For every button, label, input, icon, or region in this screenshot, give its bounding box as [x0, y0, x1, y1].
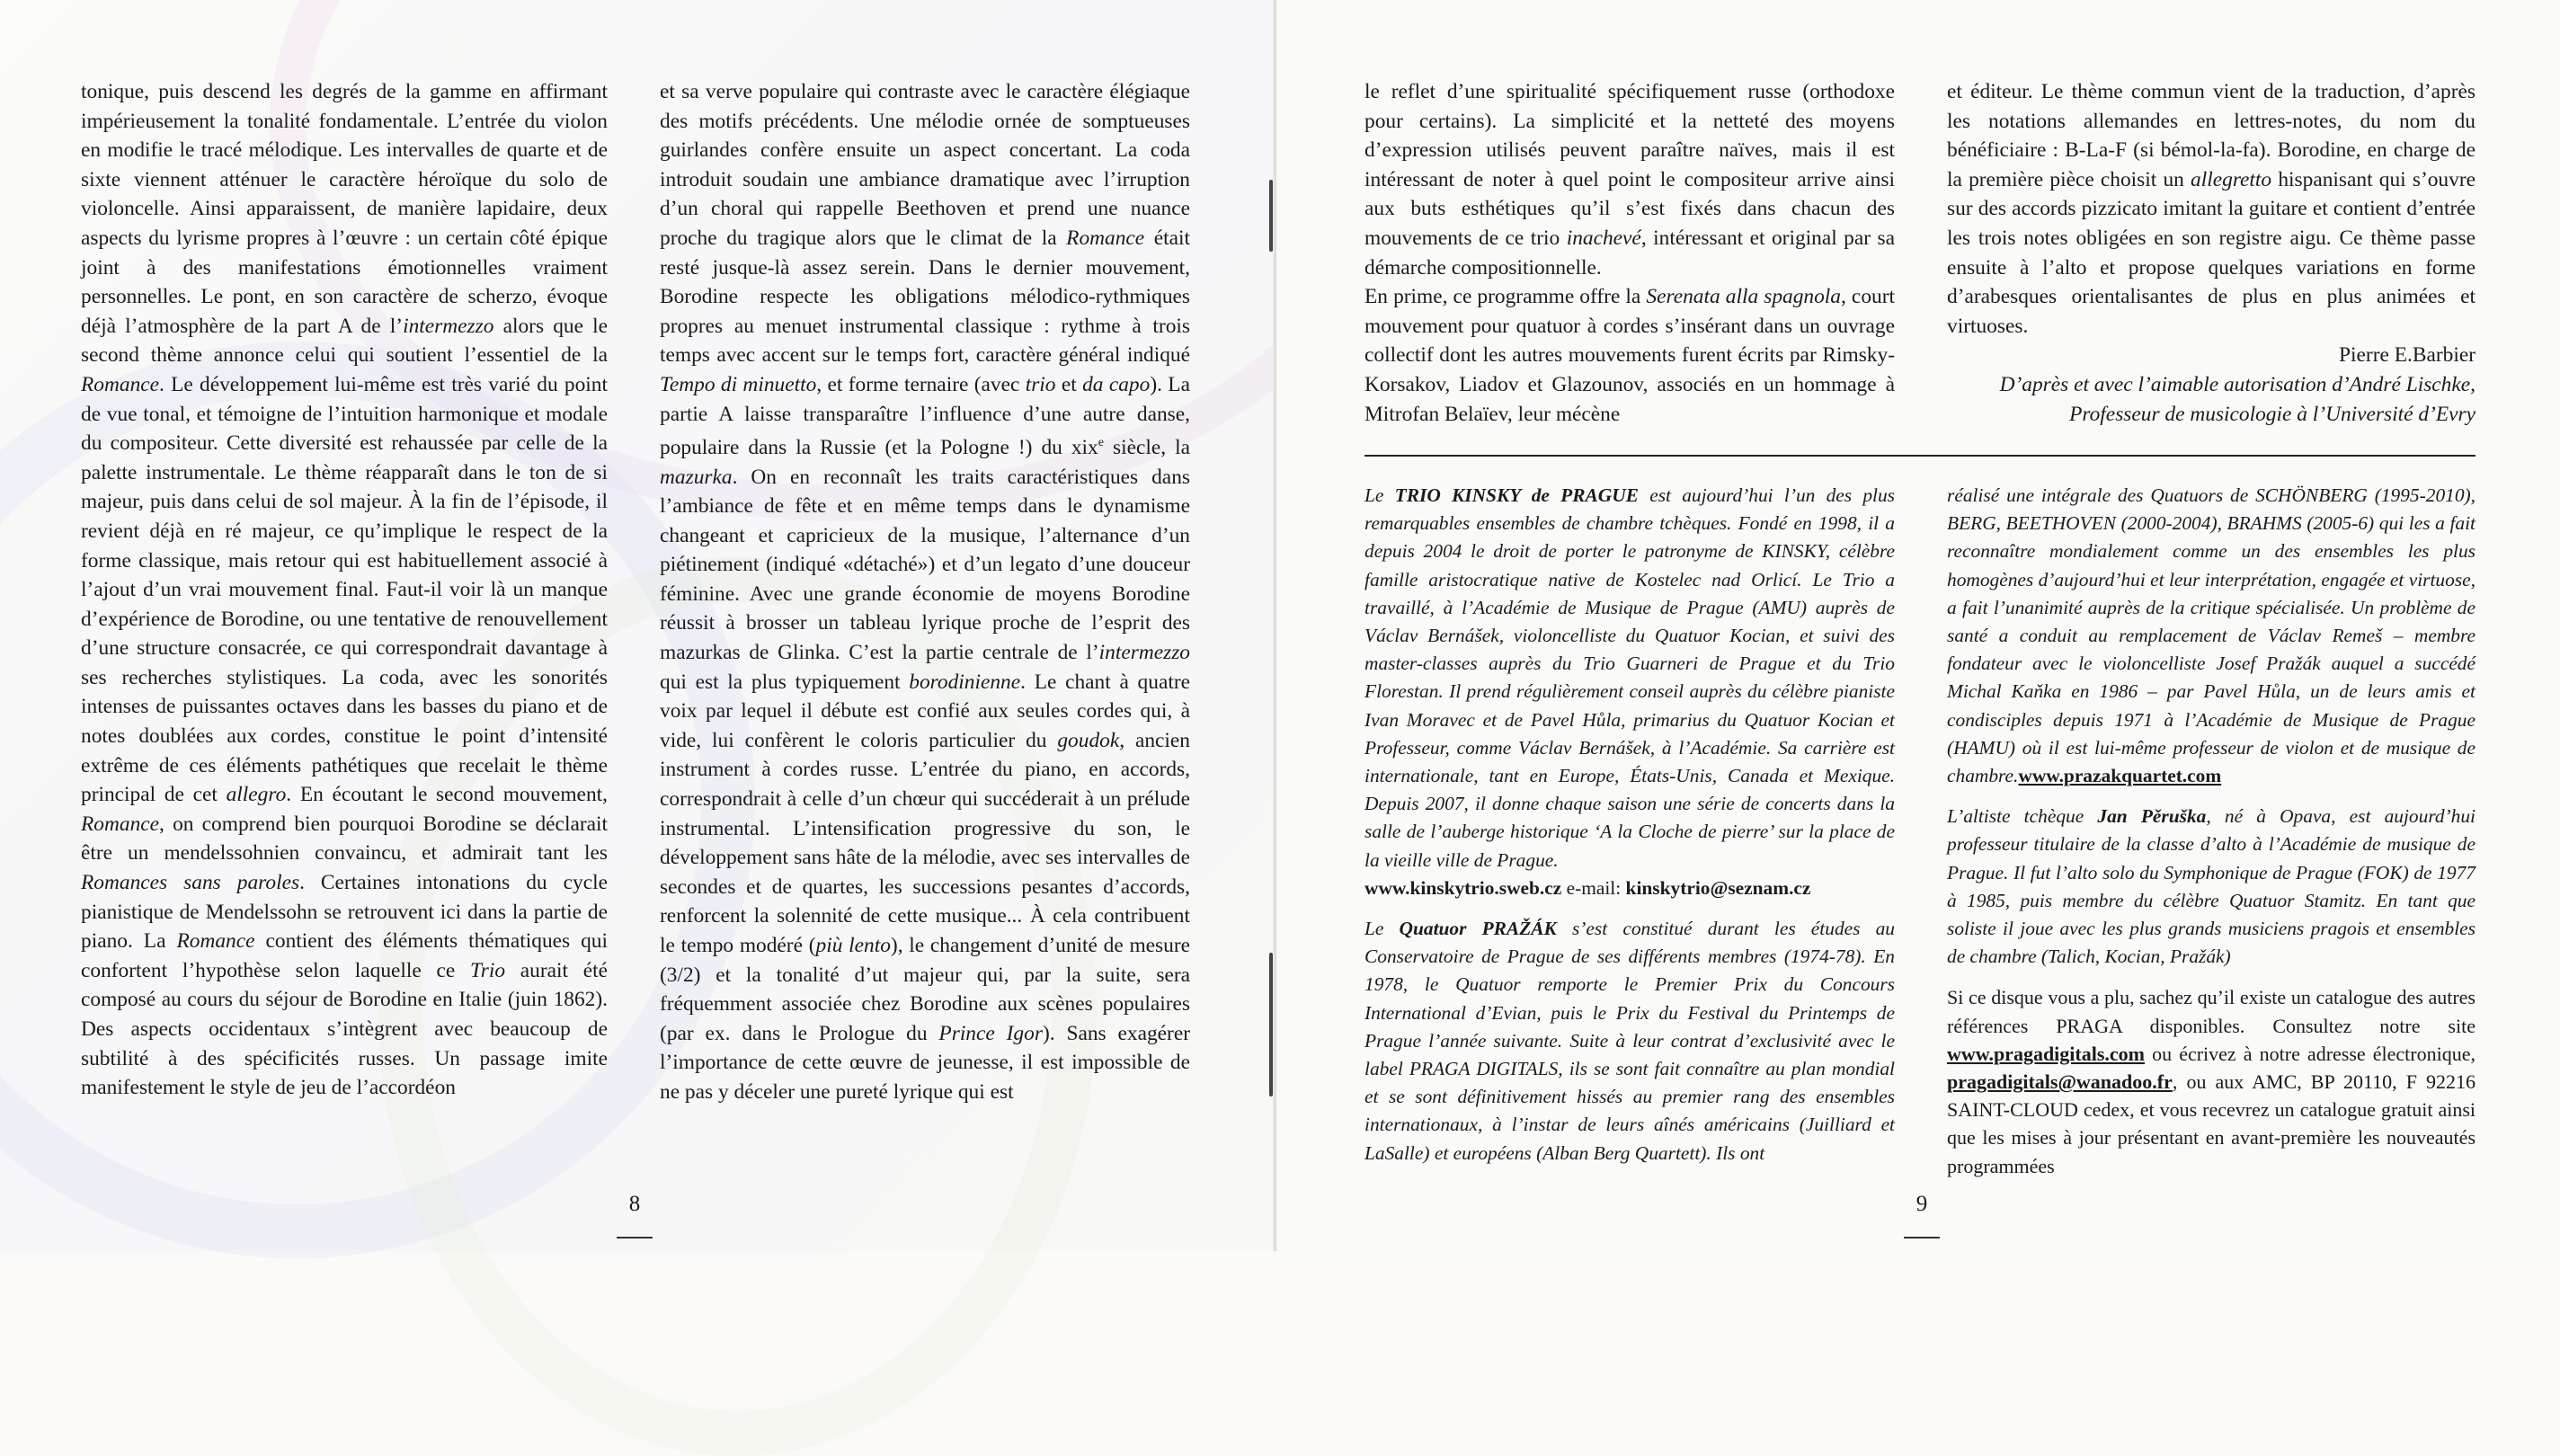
superscript: e [1098, 436, 1104, 450]
text-run: est aujourd’hui l’un des plus remarquables ensembles de chambre tchèques. Fondé en 1998, il a depuis 2004 le droit de porter le patronyme de KINSKY, célèbre famille aristocratique native de Kostelec nad Orlicí. Le Trio a travaillé, à l’Académie de Musique de Prague (AMU) auprès de Václav Bernášek, violoncelliste du Quatuor Kocian, et suivi des master-classes auprès du Trio Guarneri de Prague et du Trio Florestan. Il prend régulièrement conseil auprès du célèbre pianiste Ivan Moravec et de Pavel Hůla, primarius du Quatuor Kocian et Professeur, comme Václav Bernášek, à l’Académie. Sa carrière est internationale, tant en Europe, États-Unis, Canada et Mexique. Depuis 2007, il donne chaque saison une série de concerts dans la salle de l’auberge historique ‘A la Cloche de pierre’ sur la place de la vieille ville de Prague. [1364, 484, 1896, 871]
page-number: 9 [1916, 1192, 1928, 1216]
text-run: borodinienne [909, 670, 1021, 694]
text-run: L’altiste tchèque [1947, 805, 2098, 828]
text-run: mazurka [660, 465, 733, 489]
text-run: più lento [815, 934, 891, 958]
text-run: et [1055, 372, 1083, 396]
text-run: intermezzo [403, 314, 494, 338]
text-run: et éditeur. Le thème commun vient de la traduction, d’après les notations allemandes en lettres-notes, du nom du bénéficiaire : B-La-F (si bémol-la-fa). Borodine, en charge de la première pièce choisit un [1947, 80, 2476, 191]
page-number: 8 [628, 1192, 641, 1216]
text-run: aurait été composé au cours du séjour de Borodine en Italie (juin 1862). Des aspects occidentaux s’intègrent avec beaucoup de subtilité à des spécificités russes. Un passage imite manifestement le style de jeu de l’accordéon [81, 958, 608, 1100]
text-run: ). Sans exagérer l’importance de cette œuvre de jeunesse, il est impossible de ne pas y déceler une pureté lyrique qui est [660, 1021, 1191, 1104]
text-run: , ou aux AMC, BP 20110, F 92216 SAINT-CLOUD cedex, et vous recevrez un catalogue gratuit ainsi que les mises à jour présentant en avant-première les nouveautés programmées [1947, 1070, 2476, 1177]
text-run: . Certaines intonations du cycle pianistique de Mendelssohn se retrouvent ici dans la partie de piano. La [81, 871, 608, 954]
text-run: Prince Igor [938, 1021, 1043, 1045]
text-run: inachevé [1566, 226, 1641, 250]
text-run: Le [1364, 918, 1400, 940]
email-link[interactable]: kinskytrio@seznam.cz [1625, 876, 1811, 899]
text-run: . Le chant à quatre voix par lequel il débute est confié aux seules cordes qui, à vide, lui confèrent le coloris particulier du [660, 670, 1190, 752]
email-link[interactable]: pragadigitals@wanadoo.fr [1947, 1070, 2173, 1094]
ensemble-name: TRIO KINSKY de PRAGUE [1394, 484, 1639, 506]
text-run: . On en reconnaît les traits caractéristiques dans l’ambiance de fête et en même temps dans le dynamisme changeant et capricieux de la musique, l’alternance d’un piétinement (indiqué «détaché») et d’un legato d’une douceur féminine. Avec une grande économie de moyens Borodine réussit à brosser un tableau lyrique proche de l’esprit des mazurkas de Glinka. C’est la partie centrale de l’ [660, 465, 1190, 665]
text-run: siècle, la [1103, 435, 1191, 459]
bio-column-right [1947, 482, 2476, 1193]
text-run: D’après et avec l’aimable autorisation d’André Lischke, [1999, 372, 2476, 396]
text-run: goudok [1057, 728, 1120, 752]
section-divider [1364, 455, 2476, 457]
left-page [0, 0, 1276, 1251]
bio-column-left [1364, 482, 1895, 1180]
text-run: , court mouvement pour quatuor à cordes s’insérant dans un ouvrage collectif dont les autres mouvements furent écrits par Rimsky-Korsakov, Liadov et Glazounov, associés en un hommage à Mitrofan Belaïev, leur mécène [1364, 285, 1895, 426]
text-run: Professeur de musicologie à l’Université d’Evry [2069, 402, 2476, 426]
author-name: Pierre E.Barbier [2339, 343, 2476, 368]
ensemble-name: Quatuor PRAŽÁK [1399, 918, 1557, 940]
text-run: ). La partie A laisse transparaître l’influence d’une autre danse, populaire dans la Russie (et la Pologne !) du xix [660, 372, 1190, 459]
website-link[interactable]: www.pragadigitals.com [1947, 1042, 2145, 1065]
text-column-2 [660, 77, 1190, 1107]
text-run: et sa verve populaire qui contraste avec le caractère élégiaque des motifs précédents. Une mélodie ornée de somptueuses guirlandes confère ensuite un aspect concertant. La coda introduit soudain une ambiance dramatique avec l’irruption d’un choral qui rappelle Beethoven et prend une nuance proche du tragique alors que le climat de la [660, 80, 1190, 250]
text-run: s’est constitué durant les études au Conservatoire de Prague de ses différents membres (1974-78). En 1978, le Quatuor remporte le Premier Prix du Concours International d’Evian, puis le Prix du Festival du Printemps de Prague l’année suivante. Suite à leur contrat d’exclusivité avec le label PRAGA DIGITALS, ils se sont fait connaître au plan mondial et se sont définitivement hissés au premier rang des ensembles internationaux, à l’instar de leurs aînés américains (Juilliard et LaSalle) et européens (Alban Berg Quartett). Ils ont [1364, 918, 1895, 1164]
text-run: qui est la plus typiquement [660, 670, 910, 694]
text-column-4 [1947, 77, 2476, 429]
email-label: e-mail: [1561, 876, 1626, 899]
page-number-rule [617, 1237, 653, 1238]
artist-name: Jan Pěruška [2097, 805, 2207, 828]
text-run: tonique, puis descend les degrés de la gamme en affirmant impérieusement la tonalité fondamentale. L’entrée du violon en modifie le tracé mélodique. Les intervalles de quarte et de sixte viennent atténuer le caractère héroïque du solo de violoncelle. Ainsi apparaissent, de manière lapidaire, deux aspects du lyrisme propres à l’œuvre : un certain côté épique joint à des manifestations émotionnelles vraiment personnelles. Le pont, en son caractère de scherzo, évoque déjà l’atmosphère de la part A de l’ [81, 80, 608, 338]
text-run: réalisé une intégrale des Quatuors de SCHÖNBERG (1995-2010), BERG, BEETHOVEN (2000-2004), BRAHMS (2005-6) qui les a fait reconnaître mondialement comme un des ensembles les plus homogènes d’aujourd’hui et leur interprétation, engagée et virtuose, a fait l’unanimité auprès de la critique spécialisée. Un problème de santé a conduit au remplacement de Václav Remeš – membre fondateur avec le violoncelliste Josef Pražák auquel a succédé Michal Kaňka en 1986 – par Pavel Hůla, un de leurs amis et condisciples depuis 1971 à l’Académie de Musique de Prague (HAMU) où il est lui-même professeur de violon et de musique de chambre. [1947, 484, 2476, 787]
text-run: En prime, ce programme offre la [1364, 285, 1647, 309]
text-column-1 [81, 77, 608, 1103]
signature-block [1947, 341, 2476, 429]
text-run: , et forme ternaire (avec [816, 372, 1026, 396]
text-run: . En écoutant le second mouvement, [286, 783, 608, 807]
text-run: Serenata alla spagnola [1646, 285, 1841, 309]
text-run: Romance [1066, 226, 1145, 250]
text-run: , né à Opava, est aujourd’hui professeur titulaire de la classe d’alto à l’Académie de musique de Prague. Il fut l’alto solo du Symphonique de Prague (FOK) de 1977 à 1985, puis membre du célèbre Quatuor Stamitz. En tant que soliste il joue avec les plus grands musiciens pragois et ensembles de chambre (Talich, Kocian, Pražák) [1947, 805, 2476, 968]
website-link[interactable]: www.prazakquartet.com [2018, 765, 2222, 787]
page-number-rule [1904, 1237, 1940, 1238]
staple-mark [1269, 953, 1273, 1096]
text-run: allegretto [2191, 167, 2272, 191]
text-run: Romance [81, 812, 160, 836]
text-run: Si ce disque vous a plu, sachez qu’il existe un catalogue des autres références PRAGA disponibles. Consultez notre site [1947, 986, 2476, 1037]
text-run: Tempo di minuetto [660, 372, 817, 396]
text-run: contient des éléments thématiques qui confortent l’hypothèse selon laquelle ce [81, 929, 609, 982]
text-run: allegro [226, 783, 287, 807]
text-run: le reflet d’une spiritualité spécifiquement russe (orthodoxe pour certains). La simplicité et la netteté des moyens d’expression utilisés peuvent paraître naïves, mais il est intéressant de noter à quel point le compositeur arrive ainsi aux buts esthétiques qu’il s’est fixés dans chacun des mouvements de ce trio [1364, 80, 1895, 250]
text-run: intermezzo [1098, 641, 1190, 665]
text-run: était resté jusque-là assez serein. Dans le dernier mouvement, Borodine respecte les obligations mélodico-rythmiques propres au menuet instrumental classique : rythme à trois temps avec accent sur le temps fort, caractère général indiqué [660, 226, 1190, 368]
text-run: , on comprend bien pourquoi Borodine se déclarait être un mendelssohnien convaincu, et admirait tant les [81, 812, 608, 866]
text-run: Romance [176, 929, 255, 954]
text-run: Le [1364, 484, 1395, 506]
text-run: Romance [81, 372, 160, 396]
website-link[interactable]: www.kinskytrio.sweb.cz [1364, 876, 1562, 899]
text-run: , ancien instrument à cordes russe. L’entrée du piano, en accords, correspondrait à celle d’un chœur qui succéderait à un prélude instrumental. L’intensification progressive du son, le développement sans hâte de la mélodie, avec ses intervalles de secondes et de quartes, les successions pesantes d’accords, renforcent la solennité de cette musique... À cela contribuent le tempo modéré ( [660, 728, 1190, 958]
credit-line [1947, 370, 2476, 400]
text-run: , intéressant et original par sa démarche compositionnelle. [1364, 226, 1895, 280]
text-column-3 [1364, 77, 1895, 429]
text-run: da capo [1082, 372, 1151, 396]
text-run: . Le développement lui-même est très varié du point de vue tonal, et témoigne de l’intuition harmonique et modale du compositeur. Cette diversité est rehaussée par celle de la palette instrumentale. Le thème réapparaît dans le ton de si majeur, puis dans celui de sol majeur. À la fin de l’épisode, il revient déjà en ré majeur, ce qu’implique le respect de la forme classique, mais retour qui est habituellement associé à l’ajout d’un vrai mouvement final. Faut-il voir là un manque d’expérience de Borodine, ou une tentative de renouvellement d’une structure consacrée, ce qui correspondrait davantage à ses recherches stylistiques. La coda, avec les sonorités intenses de puissantes octaves dans les basses du piano et de notes doublées aux cordes, constitue le point d’intensité extrême de ces éléments pathétiques que recelait le thème principal de cet [81, 372, 608, 807]
text-run: Romances sans paroles [81, 871, 300, 895]
text-run: trio [1025, 372, 1056, 396]
credit-line [1947, 400, 2476, 430]
staple-mark [1269, 180, 1273, 252]
text-run: hispanisant qui s’ouvre sur des accords pizzicato imitant la guitare et contient d’entrée les trois notes obligées en son registre aigu. Ce thème passe ensuite à l’alto et propose quelques variations en forme d’arabesques orientalisantes de plus en plus animées et virtuoses. [1947, 167, 2476, 338]
text-run: Trio [470, 958, 506, 982]
text-run: ), le changement d’unité de mesure (3/2) et la tonalité d’ut majeur qui, par la suite, sera fréquemment associée chez Borodine aux scènes populaires (par ex. dans le Prologue du [660, 934, 1190, 1045]
text-run: alors que le second thème annonce celui qui soutient l’essentiel de la [81, 314, 608, 368]
text-run: ou écrivez à notre adresse électronique, [2145, 1042, 2476, 1065]
